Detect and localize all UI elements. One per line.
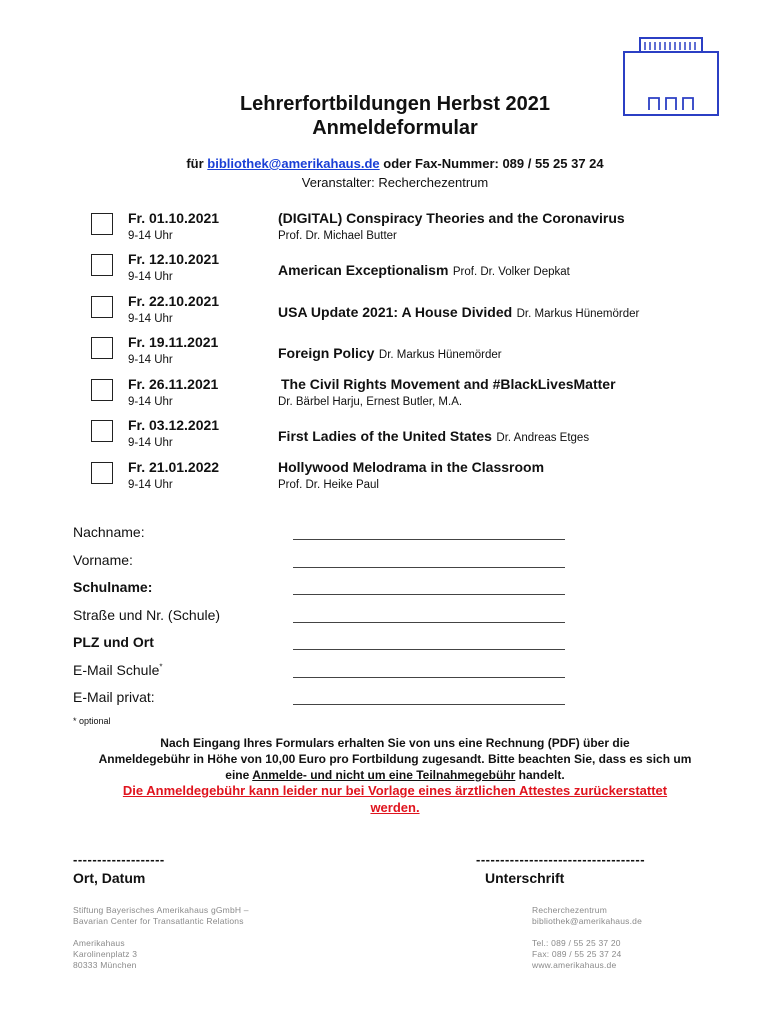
course-info: [278, 304, 639, 322]
footer-right: [532, 905, 642, 971]
footer-left: [73, 905, 249, 971]
refund-warning: [60, 782, 730, 816]
course-checkbox[interactable]: [91, 296, 113, 318]
field-input-line[interactable]: [293, 567, 565, 568]
field-input-line[interactable]: [293, 677, 565, 678]
course-speaker: Dr. Markus Hünemörder: [516, 308, 640, 320]
course-speaker: Prof. Dr. Heike Paul: [278, 479, 379, 491]
footer-line: [73, 927, 249, 938]
field-label: E-Mail privat:: [73, 689, 155, 705]
info-underlined: Anmelde- und nicht um eine Teilnahmegebühr: [252, 768, 516, 782]
course-title: (DIGITAL) Conspiracy Theories and the Coronavirus: [278, 210, 625, 226]
footer-line: [532, 927, 642, 938]
field-input-line[interactable]: [293, 594, 565, 595]
course-date: Fr. 22.10.2021: [128, 293, 220, 309]
course-title: American Exceptionalism: [278, 262, 449, 278]
warning-line-2: werden.: [370, 800, 420, 815]
contact-fax: oder Fax-Nummer: 089 / 55 25 37 24: [379, 156, 604, 171]
field-label: Schulname:: [73, 579, 153, 595]
course-title: Foreign Policy: [278, 345, 375, 361]
course-date: Fr. 12.10.2021: [128, 251, 220, 267]
footer-line: Fax: 089 / 55 25 37 24: [532, 949, 622, 959]
title-line-2: Anmeldeformular: [312, 117, 478, 139]
page-title: [0, 92, 770, 140]
field-label: PLZ und Ort: [73, 634, 154, 650]
course-date: Fr. 19.11.2021: [128, 334, 219, 350]
course-title: Hollywood Melodrama in the Classroom: [278, 459, 545, 475]
field-label: Vorname:: [73, 551, 133, 568]
contact-prefix: für: [186, 156, 208, 171]
footer-line: Tel.: 089 / 55 25 37 20: [532, 938, 621, 948]
organizer-line: Veranstalter: Recherchezentrum: [301, 175, 489, 190]
footer-line: www.amerikahaus.de: [532, 960, 617, 970]
info-line-3: eine Anmelde- und nicht um eine Teilnahmegebühr handelt.: [225, 768, 565, 782]
course-info: [278, 345, 502, 363]
course-speaker: Dr. Andreas Etges: [496, 432, 590, 444]
field-input-line[interactable]: [293, 539, 565, 540]
place-date-line: -------------------: [73, 852, 165, 867]
invoice-info: [60, 735, 730, 783]
course-speaker: Prof. Dr. Michael Butter: [278, 230, 397, 242]
optional-mark: *: [159, 661, 163, 671]
footer-line: Stiftung Bayerisches Amerikahaus gGmbH –: [73, 905, 249, 915]
course-title: USA Update 2021: A House Divided: [278, 304, 513, 320]
course-speaker: Dr. Bärbel Harju, Ernest Butler, M.A.: [278, 396, 463, 408]
field-label: E-Mail Schule*: [73, 661, 163, 678]
footer-line: Recherchezentrum: [532, 905, 608, 915]
course-checkbox[interactable]: [91, 420, 113, 442]
course-info: [278, 262, 570, 280]
field-input-line[interactable]: [293, 704, 565, 705]
footer-line: Karolinenplatz 3: [73, 949, 138, 959]
course-time: 9-14 Uhr: [128, 354, 173, 366]
course-info: [278, 428, 589, 446]
field-input-line[interactable]: [293, 622, 565, 623]
optional-note: * optional: [73, 716, 111, 726]
course-time: 9-14 Uhr: [128, 437, 173, 449]
course-speaker: Dr. Markus Hünemörder: [378, 349, 502, 361]
footer-line: bibliothek@amerikahaus.de: [532, 916, 643, 926]
course-date: Fr. 26.11.2021: [128, 376, 219, 392]
warning-line-1: Die Anmeldegebühr kann leider nur bei Vorlage eines ärztlichen Attestes zurückerstattet: [122, 783, 668, 798]
course-date: Fr. 21.01.2022: [128, 459, 220, 475]
course-checkbox[interactable]: [91, 254, 113, 276]
contact-line: [0, 156, 770, 171]
footer-line: Bavarian Center for Transatlantic Relations: [73, 916, 244, 926]
course-time: 9-14 Uhr: [128, 230, 173, 242]
course-title: First Ladies of the United States: [278, 428, 492, 444]
course-time: 9-14 Uhr: [128, 479, 173, 491]
field-label: Straße und Nr. (Schule): [73, 606, 221, 623]
course-date: Fr. 01.10.2021: [128, 210, 220, 226]
field-input-line[interactable]: [293, 649, 565, 650]
contact-email-link[interactable]: bibliothek@amerikahaus.de: [207, 156, 380, 171]
course-time: 9-14 Uhr: [128, 313, 173, 325]
course-checkbox[interactable]: [91, 379, 113, 401]
info-line-2: Anmeldegebühr in Höhe von 10,00 Euro pro Fortbildung zugesandt. Bitte beachten Sie, dass es sich um: [98, 752, 692, 766]
course-checkbox[interactable]: [91, 337, 113, 359]
course-time: 9-14 Uhr: [128, 271, 173, 283]
field-label: Nachname:: [73, 524, 145, 540]
course-title: The Civil Rights Movement and #BlackLivesMatter: [281, 376, 616, 392]
course-speaker: Prof. Dr. Volker Depkat: [452, 266, 570, 278]
footer-line: 80333 München: [73, 960, 137, 970]
info-line-1: Nach Eingang Ihres Formulars erhalten Sie von uns eine Rechnung (PDF) über die: [160, 736, 630, 750]
place-date-label: Ort, Datum: [73, 870, 146, 886]
course-time: 9-14 Uhr: [128, 396, 173, 408]
course-checkbox[interactable]: [91, 462, 113, 484]
title-line-1: Lehrerfortbildungen Herbst 2021: [239, 93, 551, 115]
course-checkbox[interactable]: [91, 213, 113, 235]
signature-line: -----------------------------------: [476, 852, 646, 867]
footer-line: Amerikahaus: [73, 938, 125, 948]
course-date: Fr. 03.12.2021: [128, 417, 220, 433]
signature-label: Unterschrift: [485, 870, 565, 886]
